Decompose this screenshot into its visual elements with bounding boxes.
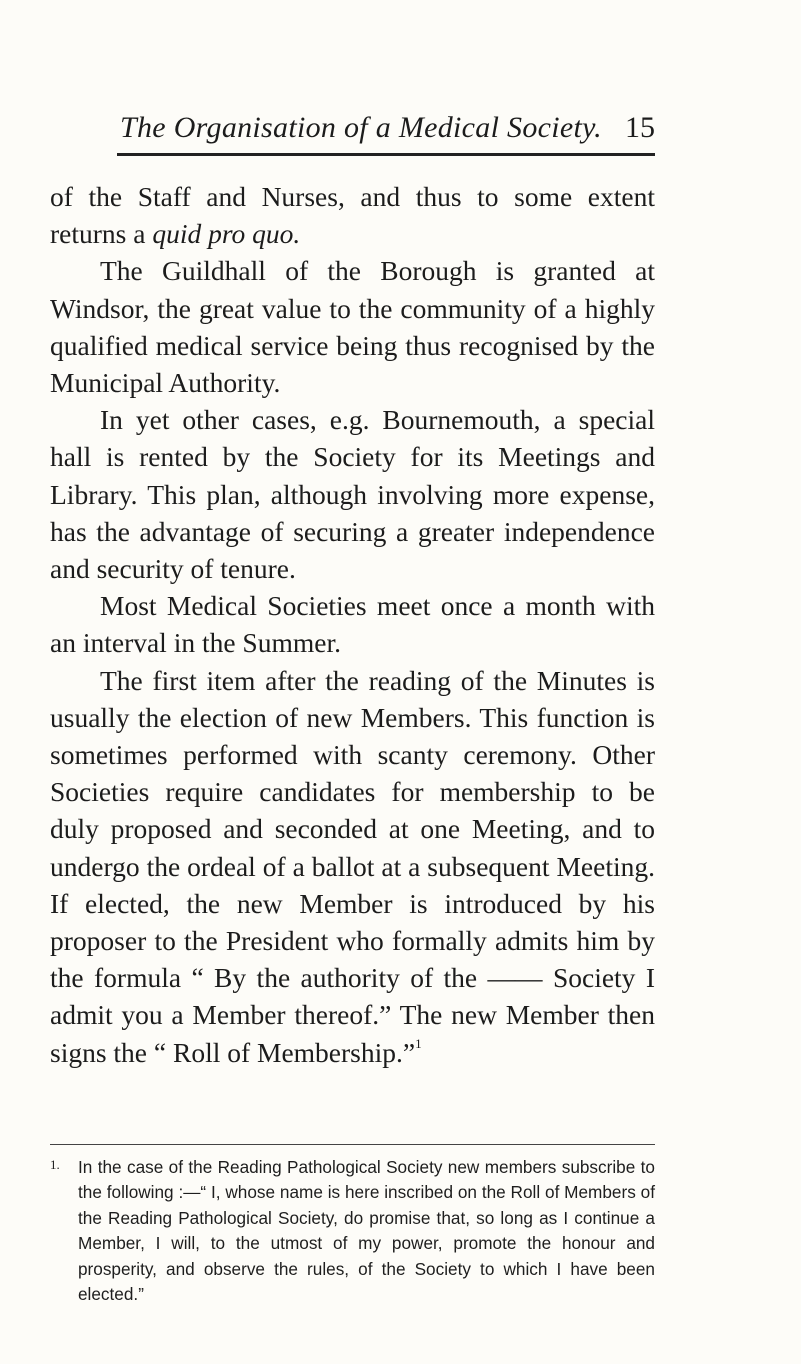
paragraph-text: The first item after the reading of the Minutes is usually the election of new Members. This function is sometimes performed with scanty ceremony. Other Societies require candidates for membership to be duly proposed and seconded at one Meeting, and to undergo the ordeal of a ballot at a subsequent Meeting. If elected, the new Member is introduced by his proposer to the President who formally admits him by the formula “ By the authority of the —— Society I admit you a Member thereof.” The new Member then signs the “ Roll of Membership.” bbox=[50, 664, 655, 1068]
paragraph-meetings: Most Medical Societies meet once a month with an interval in the Summer. bbox=[50, 590, 655, 659]
running-title: The Organisation of a Medical Society. bbox=[120, 111, 602, 144]
paragraph-election bbox=[50, 662, 655, 1071]
italic-phrase: quid pro quo. bbox=[152, 218, 301, 250]
page-number: 15 bbox=[625, 111, 655, 144]
footnote-text: In the case of the Reading Pathological Society new members subscribe to the following :—“ I, whose name is here inscribed on the Roll of Members of the Reading Pathological Society, do promise that, so long as I continue a Member, I will, to the utmost of my power, promote the honour and prosperity, and observe the rules, of the Society to which I have been elected.” bbox=[78, 1157, 655, 1305]
footnote-marker: 1 bbox=[415, 1035, 422, 1051]
paragraph-bournemouth: In yet other cases, e.g. Bournemouth, a special hall is rented by the Society for its Meetings and Library. This plan, although involving more expense, has the advantage of securing a greater independence and security of tenure. bbox=[50, 404, 655, 585]
running-header bbox=[100, 110, 655, 152]
paragraph-guildhall: The Guildhall of the Borough is granted at Windsor, the great value to the community of a highly qualified medical service being thus recognised by the Municipal Authority. bbox=[50, 255, 655, 399]
paragraph-text: of the Staff and Nurses, and thus to some extent returns a bbox=[50, 181, 655, 250]
footnote-number: 1. bbox=[50, 1157, 60, 1172]
paragraph-continuation bbox=[50, 178, 655, 252]
header-rule bbox=[117, 153, 655, 156]
footnote-rule bbox=[50, 1144, 655, 1145]
body-text bbox=[50, 178, 655, 1071]
footnote bbox=[50, 1155, 655, 1307]
